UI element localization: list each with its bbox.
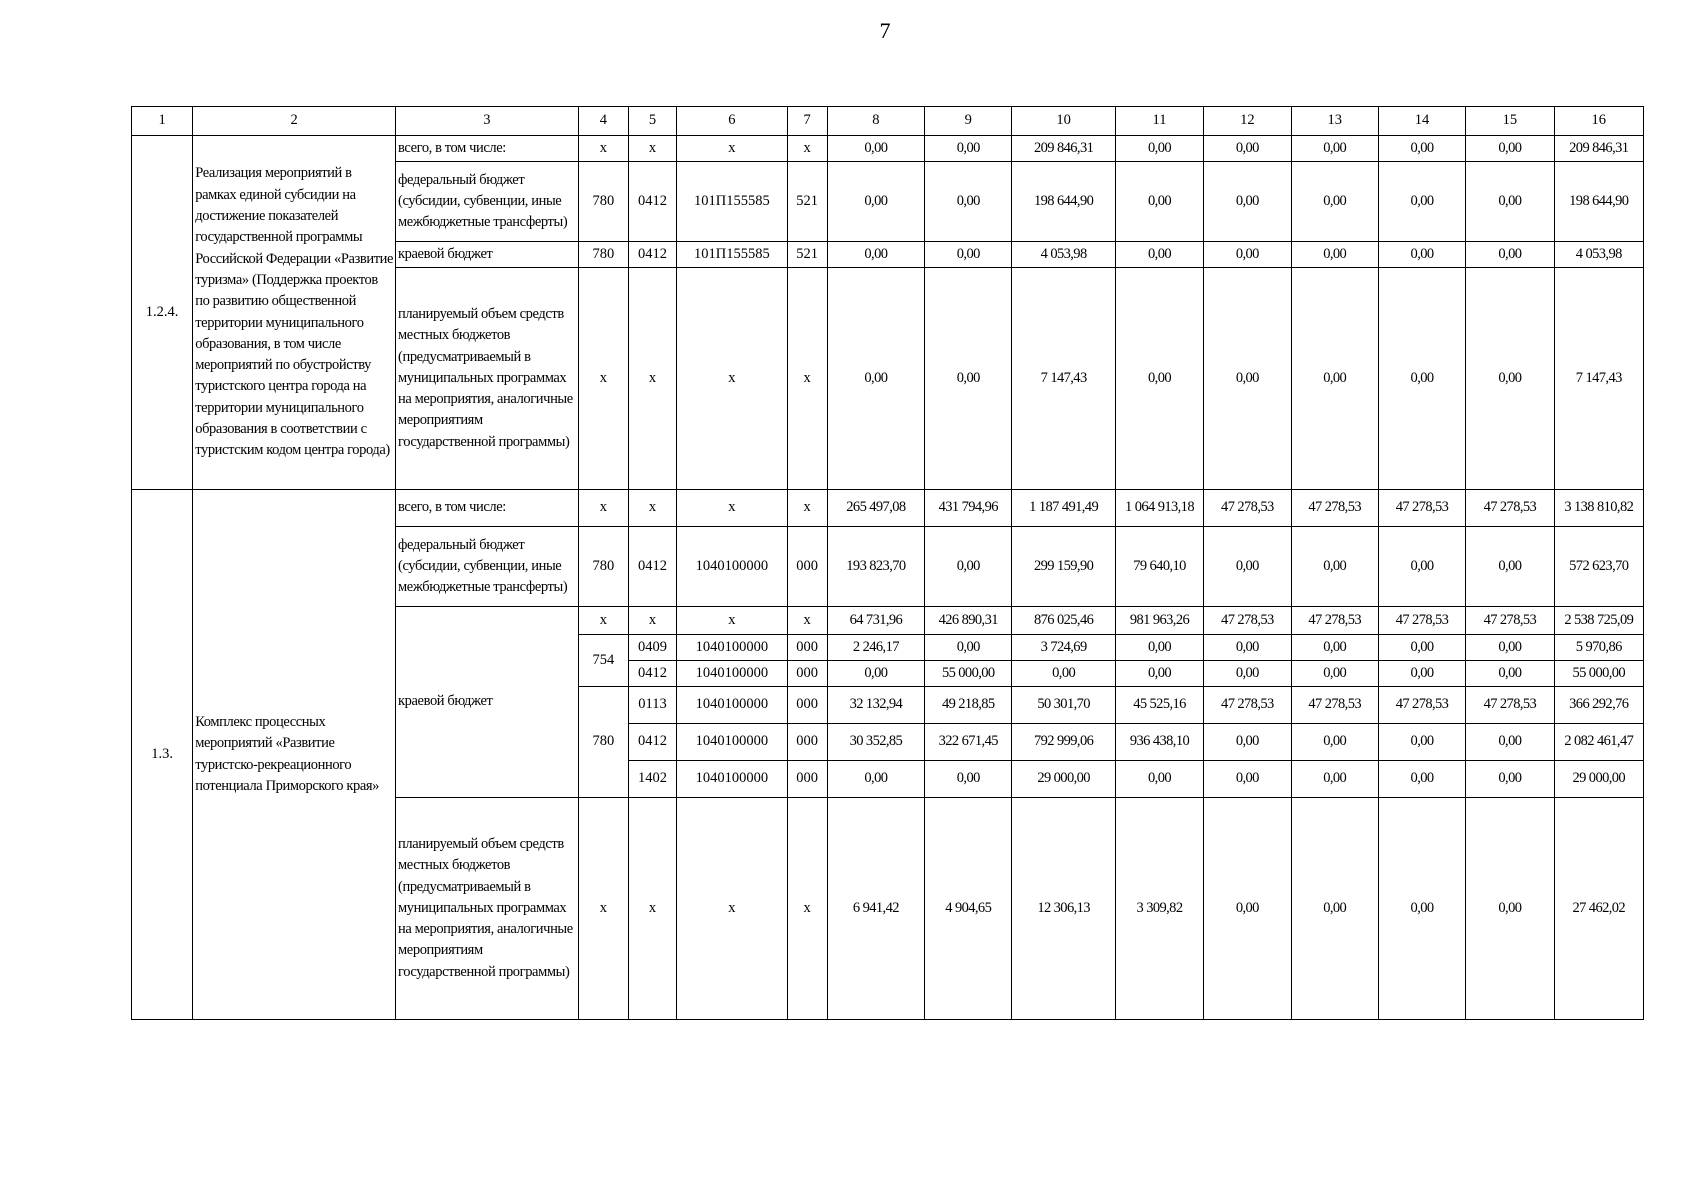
column-header: 1 [132,107,193,136]
value-cell: 0,00 [1204,136,1291,162]
value-cell: 3 309,82 [1115,798,1203,1020]
value-cell: 265 497,08 [827,490,924,527]
value-cell: 0,00 [1378,724,1465,761]
value-cell: 30 352,85 [827,724,924,761]
value-cell: 0,00 [925,136,1012,162]
value-cell: 0,00 [1291,635,1378,661]
value-cell: 3 724,69 [1012,635,1115,661]
section-code: 1402 [628,761,676,798]
value-cell: 322 671,45 [925,724,1012,761]
value-cell: 0,00 [1115,661,1203,687]
funding-source: краевой бюджет [396,242,579,268]
grbs-code: x [578,136,628,162]
section-code: 0409 [628,635,676,661]
value-cell: 27 462,02 [1554,798,1643,1020]
column-header: 11 [1115,107,1203,136]
value-cell: 4 053,98 [1012,242,1115,268]
value-cell: 0,00 [827,162,924,242]
value-cell: 47 278,53 [1291,607,1378,635]
value-cell: 0,00 [1204,242,1291,268]
funding-source: краевой бюджет [396,607,579,798]
column-header: 10 [1012,107,1115,136]
value-cell: 198 644,90 [1554,162,1643,242]
value-cell: 47 278,53 [1204,490,1291,527]
value-cell: 0,00 [1291,724,1378,761]
value-cell: 876 025,46 [1012,607,1115,635]
value-cell: 0,00 [1291,162,1378,242]
value-cell: 0,00 [1204,527,1291,607]
value-cell: 0,00 [1291,527,1378,607]
section-code: x [628,136,676,162]
target-code: 1040100000 [677,687,787,724]
target-code: x [677,136,787,162]
code-cell: x [628,798,676,1020]
value-cell: 792 999,06 [1012,724,1115,761]
expense-code: x [787,136,827,162]
value-cell: 0,00 [1466,527,1554,607]
expense-code: 521 [787,242,827,268]
section-index: 1.3. [132,490,193,1020]
value-cell: 981 963,26 [1115,607,1203,635]
column-header: 13 [1291,107,1378,136]
value-cell: 0,00 [925,162,1012,242]
value-cell: 47 278,53 [1204,607,1291,635]
funding-source: всего, в том числе: [396,490,579,527]
expense-code: 000 [787,724,827,761]
value-cell: 2 538 725,09 [1554,607,1643,635]
value-cell: 47 278,53 [1204,687,1291,724]
value-cell: 0,00 [1466,242,1554,268]
code-cell: 780 [578,527,628,607]
code-cell: x [787,798,827,1020]
value-cell: 0,00 [1291,661,1378,687]
section-code: 0113 [628,687,676,724]
code-cell: x [628,490,676,527]
section-code: 0412 [628,661,676,687]
value-cell: 0,00 [1378,242,1465,268]
target-code: 101П155585 [677,162,787,242]
grbs-code: 780 [578,162,628,242]
code-cell: x [787,490,827,527]
column-header: 9 [925,107,1012,136]
expense-code: 000 [787,635,827,661]
value-cell: 572 623,70 [1554,527,1643,607]
value-cell: 0,00 [1466,162,1554,242]
value-cell: 0,00 [827,136,924,162]
table-row [132,490,1644,527]
value-cell: 0,00 [925,635,1012,661]
code-cell: x [677,798,787,1020]
value-cell: 0,00 [1291,761,1378,798]
value-cell: 0,00 [827,242,924,268]
code-cell: x [578,798,628,1020]
section-index: 1.2.4. [132,136,193,490]
value-cell: 55 000,00 [925,661,1012,687]
value-cell: 12 306,13 [1012,798,1115,1020]
table-body [132,107,1644,1020]
value-cell: 2 082 461,47 [1554,724,1643,761]
value-cell: 0,00 [827,661,924,687]
value-cell: 0,00 [1466,136,1554,162]
value-cell: 47 278,53 [1291,687,1378,724]
grbs-code: x [578,268,628,490]
code-cell: x [578,607,628,635]
code-cell: x [677,490,787,527]
value-cell: 0,00 [1378,268,1465,490]
value-cell: 6 941,42 [827,798,924,1020]
value-cell: 0,00 [1466,761,1554,798]
value-cell: 0,00 [1204,635,1291,661]
header-row [132,107,1644,136]
value-cell: 47 278,53 [1466,607,1554,635]
value-cell: 0,00 [1466,798,1554,1020]
funding-source: федеральный бюджет (субсидии, субвенции, иные межбюджетные трансферты) [396,162,579,242]
value-cell: 366 292,76 [1554,687,1643,724]
value-cell: 0,00 [1115,162,1203,242]
code-cell: 000 [787,527,827,607]
target-code: 1040100000 [677,635,787,661]
value-cell: 0,00 [1291,242,1378,268]
funding-source: федеральный бюджет (субсидии, субвенции, иные межбюджетные трансферты) [396,527,579,607]
value-cell: 426 890,31 [925,607,1012,635]
value-cell: 0,00 [1378,798,1465,1020]
value-cell: 29 000,00 [1554,761,1643,798]
value-cell: 0,00 [1115,136,1203,162]
value-cell: 47 278,53 [1466,490,1554,527]
value-cell: 55 000,00 [1554,661,1643,687]
value-cell: 0,00 [1204,724,1291,761]
value-cell: 47 278,53 [1291,490,1378,527]
value-cell: 209 846,31 [1012,136,1115,162]
value-cell: 29 000,00 [1012,761,1115,798]
funding-source: планируемый объем средств местных бюджетов (предусматриваемый в муниципальных программах на мероприятия, аналогичные мероприятиям государственной программы) [396,268,579,490]
value-cell: 7 147,43 [1012,268,1115,490]
code-cell: x [787,607,827,635]
value-cell: 45 525,16 [1115,687,1203,724]
code-cell: x [628,607,676,635]
column-header: 16 [1554,107,1643,136]
value-cell: 0,00 [827,761,924,798]
column-header: 15 [1466,107,1554,136]
value-cell: 0,00 [1466,268,1554,490]
section-code: 0412 [628,242,676,268]
column-header: 6 [677,107,787,136]
value-cell: 49 218,85 [925,687,1012,724]
value-cell: 0,00 [1204,798,1291,1020]
value-cell: 0,00 [925,242,1012,268]
expense-code: 000 [787,661,827,687]
value-cell: 4 053,98 [1554,242,1643,268]
value-cell: 0,00 [1378,761,1465,798]
value-cell: 3 138 810,82 [1554,490,1643,527]
value-cell: 0,00 [1204,661,1291,687]
value-cell: 0,00 [1378,661,1465,687]
value-cell: 1 187 491,49 [1012,490,1115,527]
value-cell: 0,00 [1291,798,1378,1020]
target-code: 1040100000 [677,724,787,761]
target-code: 101П155585 [677,242,787,268]
value-cell: 64 731,96 [827,607,924,635]
value-cell: 936 438,10 [1115,724,1203,761]
grbs-code: 754 [578,635,628,687]
value-cell: 0,00 [1204,268,1291,490]
value-cell: 0,00 [1115,635,1203,661]
value-cell: 0,00 [1466,724,1554,761]
section-code: x [628,268,676,490]
expense-code: 521 [787,162,827,242]
code-cell: x [677,607,787,635]
value-cell: 0,00 [1012,661,1115,687]
value-cell: 0,00 [1378,527,1465,607]
section-name: Комплекс процессных мероприятий «Развитие туристско-рекреационного потенциала Приморского края» [193,490,396,1020]
value-cell: 0,00 [1291,268,1378,490]
value-cell: 0,00 [925,268,1012,490]
table-row [132,136,1644,162]
funding-source: планируемый объем средств местных бюджетов (предусматриваемый в муниципальных программах на мероприятия, аналогичные мероприятиям государственной программы) [396,798,579,1020]
value-cell: 5 970,86 [1554,635,1643,661]
value-cell: 0,00 [1115,268,1203,490]
target-code: 1040100000 [677,661,787,687]
value-cell: 0,00 [925,527,1012,607]
column-header: 12 [1204,107,1291,136]
column-header: 14 [1378,107,1465,136]
value-cell: 0,00 [1466,661,1554,687]
expense-code: 000 [787,687,827,724]
section-name: Реализация мероприятий в рамках единой субсидии на достижение показателей государственной программы Российской Федерации «Развитие туризма» (Поддержка проектов по развитию общественной территории муниципального образования, в том числе мероприятий по обустройству туристского центра города на территории муниципального образования в соответствии с туристским кодом центра города) [193,136,396,490]
value-cell: 0,00 [1115,242,1203,268]
value-cell: 0,00 [1291,136,1378,162]
column-header: 5 [628,107,676,136]
budget-table [131,106,1644,1020]
page-number: 7 [879,18,891,43]
value-cell: 0,00 [1204,162,1291,242]
funding-source: всего, в том числе: [396,136,579,162]
section-code: 0412 [628,724,676,761]
value-cell: 2 246,17 [827,635,924,661]
value-cell: 0,00 [1378,162,1465,242]
value-cell: 47 278,53 [1378,687,1465,724]
value-cell: 0,00 [925,761,1012,798]
code-cell: 1040100000 [677,527,787,607]
column-header: 8 [827,107,924,136]
value-cell: 209 846,31 [1554,136,1643,162]
value-cell: 50 301,70 [1012,687,1115,724]
value-cell: 7 147,43 [1554,268,1643,490]
value-cell: 32 132,94 [827,687,924,724]
value-cell: 198 644,90 [1012,162,1115,242]
expense-code: x [787,268,827,490]
section-code: 0412 [628,162,676,242]
column-header: 7 [787,107,827,136]
code-cell: 0412 [628,527,676,607]
column-header: 2 [193,107,396,136]
value-cell: 79 640,10 [1115,527,1203,607]
expense-code: 000 [787,761,827,798]
value-cell: 0,00 [1115,761,1203,798]
target-code: 1040100000 [677,761,787,798]
column-header: 3 [396,107,579,136]
value-cell: 0,00 [1378,635,1465,661]
value-cell: 0,00 [1466,635,1554,661]
target-code: x [677,268,787,490]
value-cell: 0,00 [1204,761,1291,798]
value-cell: 1 064 913,18 [1115,490,1203,527]
value-cell: 431 794,96 [925,490,1012,527]
value-cell: 47 278,53 [1378,490,1465,527]
value-cell: 47 278,53 [1378,607,1465,635]
value-cell: 0,00 [827,268,924,490]
grbs-code: 780 [578,687,628,798]
column-header: 4 [578,107,628,136]
value-cell: 4 904,65 [925,798,1012,1020]
grbs-code: 780 [578,242,628,268]
value-cell: 47 278,53 [1466,687,1554,724]
value-cell: 0,00 [1378,136,1465,162]
value-cell: 299 159,90 [1012,527,1115,607]
value-cell: 193 823,70 [827,527,924,607]
code-cell: x [578,490,628,527]
